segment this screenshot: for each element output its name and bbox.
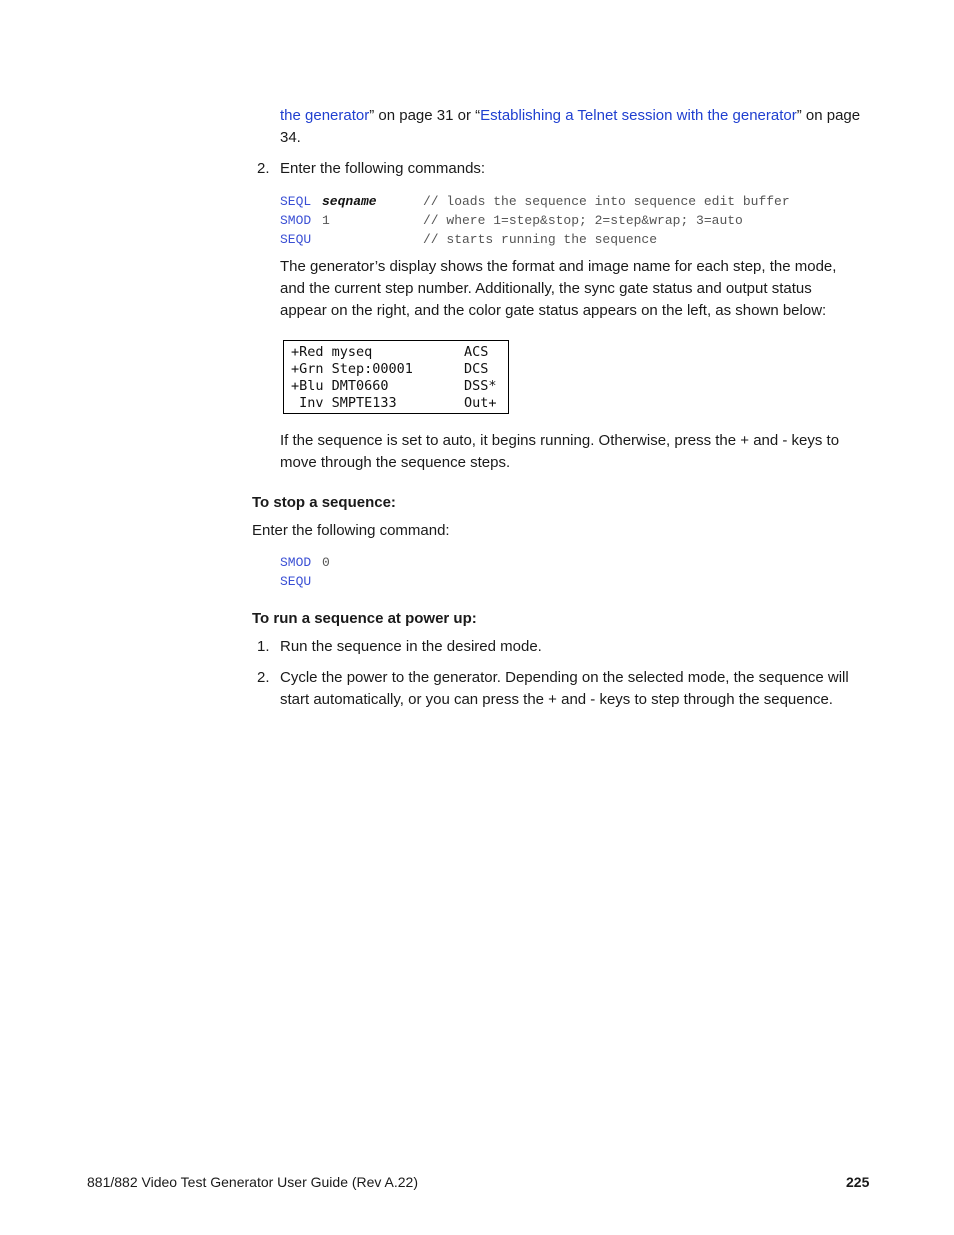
code-arg: 0 — [322, 555, 330, 570]
generator-link[interactable]: the generator — [280, 107, 370, 124]
step-2-text: Enter the following commands: — [280, 160, 486, 177]
command-sequ: SEQU — [280, 574, 312, 589]
code-line — [280, 211, 311, 230]
intro-paragraph: the generator” on page 31 or “Establishing a Telnet session with the generator” on page 34. — [280, 107, 861, 146]
display-row-right: Out+ — [464, 395, 497, 411]
code-comment: // where 1=step&stop; 2=step&wrap; 3=auto — [423, 213, 743, 228]
auto-paragraph: If the sequence is set to auto, it begins running. Otherwise, press the + and - keys to move through the sequence steps. — [280, 432, 840, 471]
display-row-left: +Blu DMT0660 — [291, 378, 389, 394]
page-number: 225 — [846, 1174, 870, 1190]
code-line — [280, 572, 311, 591]
code-line — [280, 230, 311, 249]
code-comment: // loads the sequence into sequence edit buffer — [423, 194, 790, 209]
stop-sequence-heading: To stop a sequence: — [252, 494, 396, 511]
display-row-right: ACS — [464, 344, 489, 360]
display-row-left: +Grn Step:00001 — [291, 361, 413, 377]
power-up-step-2-text: Cycle the power to the generator. Depending on the selected mode, the sequence will start automatically, or you can press the + and - keys to step through the sequence. — [280, 669, 849, 708]
code-line — [280, 553, 311, 572]
display-row-right: DSS* — [464, 378, 497, 394]
code-arg: seqname — [322, 194, 377, 209]
telnet-session-link[interactable]: Establishing a Telnet session with the generator — [480, 107, 797, 124]
generator-display-box — [283, 340, 509, 414]
code-line — [280, 192, 311, 211]
power-up-step-2-number: 2. — [257, 669, 270, 686]
display-row-left: +Red myseq — [291, 344, 373, 360]
command-smod: SMOD — [280, 213, 312, 228]
step-2-number: 2. — [257, 160, 270, 177]
command-seql: SEQL — [280, 194, 312, 209]
display-description: The generator’s display shows the format and image name for each step, the mode, and the current step number. Additionally, the sync gate status and output status appear on the right, and the color gate status appears on the left, as shown below: — [280, 258, 837, 319]
display-row-left: Inv SMPTE133 — [291, 395, 397, 411]
command-sequ: SEQU — [280, 232, 312, 247]
command-smod: SMOD — [280, 555, 312, 570]
display-row-right: DCS — [464, 361, 489, 377]
power-up-step-1-number: 1. — [257, 638, 270, 655]
code-comment: // starts running the sequence — [423, 232, 658, 247]
power-up-heading: To run a sequence at power up: — [252, 610, 477, 627]
code-arg: 1 — [322, 213, 330, 228]
stop-sequence-text: Enter the following command: — [252, 522, 450, 539]
power-up-step-1-text: Run the sequence in the desired mode. — [280, 638, 542, 655]
footer-title: 881/882 Video Test Generator User Guide (Rev A.22) — [87, 1174, 419, 1190]
